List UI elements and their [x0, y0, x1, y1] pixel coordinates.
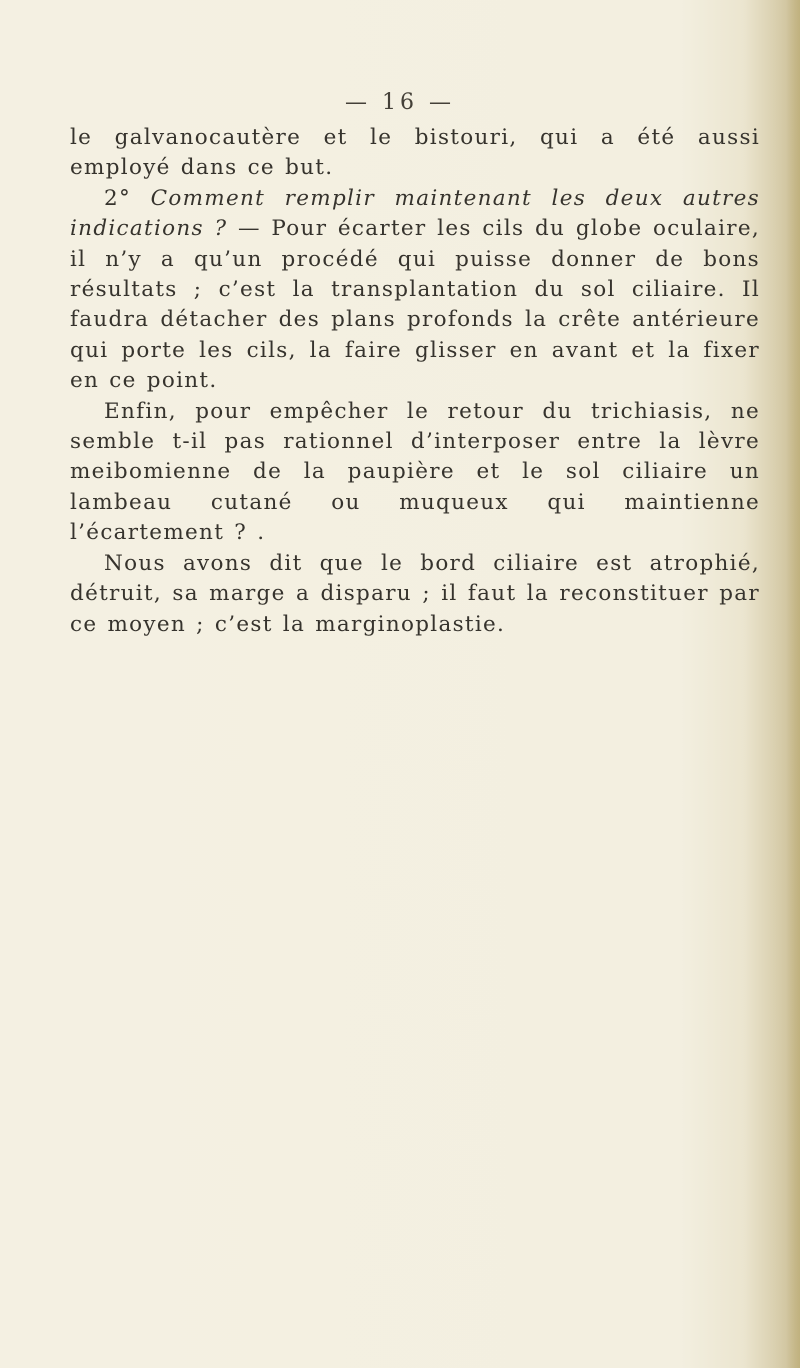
section-number: 2°: [104, 185, 132, 211]
heading-dash: —: [227, 216, 272, 242]
body-text: [70, 123, 760, 640]
page-number: — 16 —: [345, 90, 455, 115]
paragraph-2-body: Pour écarter les cils du globe oculaire, il n’y a qu’un procédé qui puisse donner de bons résultats ; c’est la transplantation du sol ciliaire. Il faudra détacher des plans profonds la crête antérieure qui porte les cils, la faire glisser en avant et la fixer en ce point.: [70, 216, 760, 394]
paragraph-4: Nous avons dit que le bord ciliaire est atrophié, détruit, sa marge a disparu ; il faut la reconstituer par ce moyen ; c’est la marginoplastie.: [70, 550, 760, 637]
paragraph-1: le galvanocautère et le bistouri, qui a été aussi employé dans ce but.: [70, 125, 760, 181]
paragraph-2: [70, 184, 760, 397]
section-heading: Comment remplir maintenant les deux autres indications ?: [70, 185, 760, 242]
paragraph-3: Enfin, pour empêcher le retour du trichiasis, ne semble t-il pas rationnel d’interposer entre la lèvre meibomienne de la paupière et le sol ciliaire un lambeau cutané ou muqueux qui maintienne l’écartement ? .: [70, 398, 760, 546]
page-edge-shadow: [786, 0, 800, 1368]
